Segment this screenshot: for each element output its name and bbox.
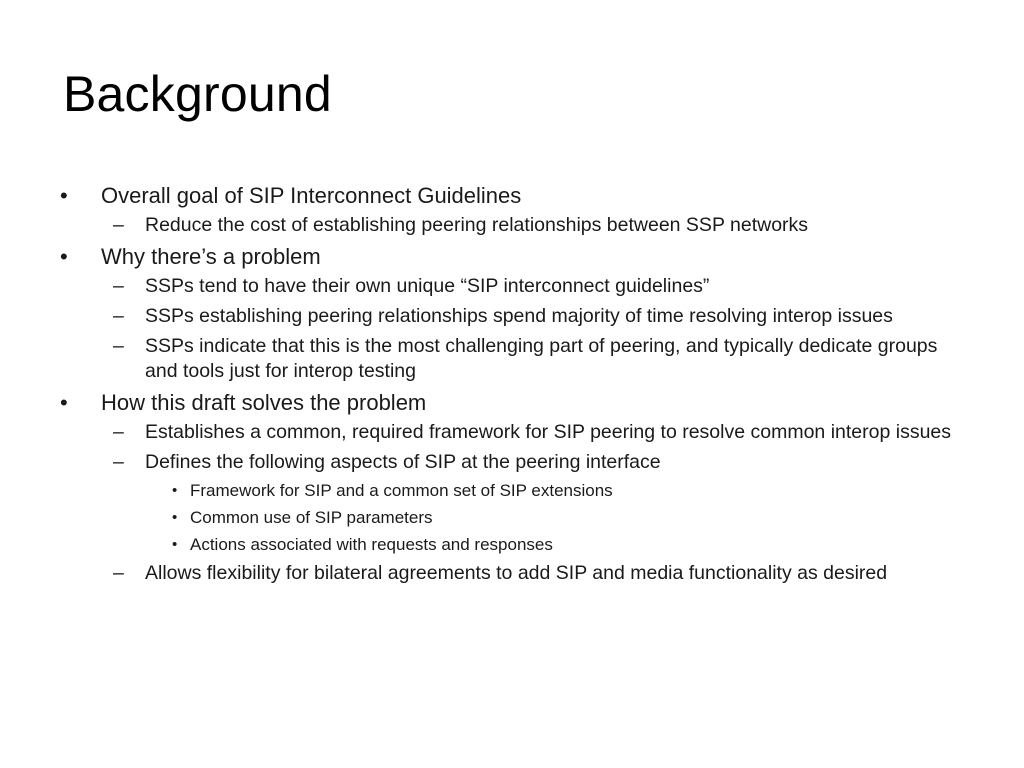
sub-bullet-item <box>113 274 965 299</box>
bullet-item <box>60 389 981 417</box>
sub-bullet-marker: – <box>113 275 124 297</box>
sub-bullet-text: SSPs tend to have their own unique “SIP interconnect guidelines” <box>145 275 710 297</box>
sub-bullet-item <box>113 334 965 384</box>
sub-bullet-marker: – <box>113 335 124 357</box>
bullet-item <box>60 182 981 210</box>
bullet-marker: • <box>60 183 68 208</box>
bullet-item <box>60 243 981 271</box>
sub-sub-bullet-text: Actions associated with requests and responses <box>190 535 553 554</box>
sub-bullet-text: SSPs establishing peering relationships spend majority of time resolving interop issues <box>145 305 893 327</box>
sub-sub-bullet-marker: • <box>172 536 178 553</box>
sub-bullet-marker: – <box>113 421 124 443</box>
sub-bullet-marker: – <box>113 562 124 584</box>
sub-bullet-marker: – <box>113 305 124 327</box>
sub-bullet-text: Establishes a common, required framework for SIP peering to resolve common interop issues <box>145 421 952 443</box>
sub-sub-bullet-text: Common use of SIP parameters <box>190 508 433 527</box>
bullet-text: Why there’s a problem <box>101 244 321 269</box>
sub-bullet-text: Defines the following aspects of SIP at the peering interface <box>145 451 661 473</box>
sub-bullet-text: Reduce the cost of establishing peering relationships between SSP networks <box>145 214 809 236</box>
sub-bullet-item <box>113 213 965 238</box>
sub-sub-bullet-marker: • <box>172 509 178 526</box>
sub-sub-bullet-item <box>172 534 950 556</box>
sub-bullet-item <box>113 561 965 586</box>
sub-bullet-item <box>113 450 965 475</box>
sub-sub-bullet-item <box>172 480 950 502</box>
sub-sub-bullet-text: Framework for SIP and a common set of SIP extensions <box>190 481 613 500</box>
sub-bullet-item <box>113 420 965 445</box>
slide-title: Background <box>63 66 332 122</box>
slide-content <box>0 182 1024 591</box>
sub-sub-bullet-marker: • <box>172 482 178 499</box>
sub-bullet-text: SSPs indicate that this is the most challenging part of peering, and typically dedicate groups and tools just for interop testing <box>145 335 938 382</box>
sub-sub-bullet-item <box>172 507 950 529</box>
bullet-marker: • <box>60 390 68 415</box>
sub-bullet-marker: – <box>113 214 124 236</box>
sub-bullet-marker: – <box>113 451 124 473</box>
bullet-marker: • <box>60 244 68 269</box>
sub-bullet-text: Allows flexibility for bilateral agreements to add SIP and media functionality as desired <box>145 562 888 584</box>
bullet-text: Overall goal of SIP Interconnect Guidelines <box>101 183 522 208</box>
bullet-text: How this draft solves the problem <box>101 390 427 415</box>
sub-bullet-item <box>113 304 965 329</box>
